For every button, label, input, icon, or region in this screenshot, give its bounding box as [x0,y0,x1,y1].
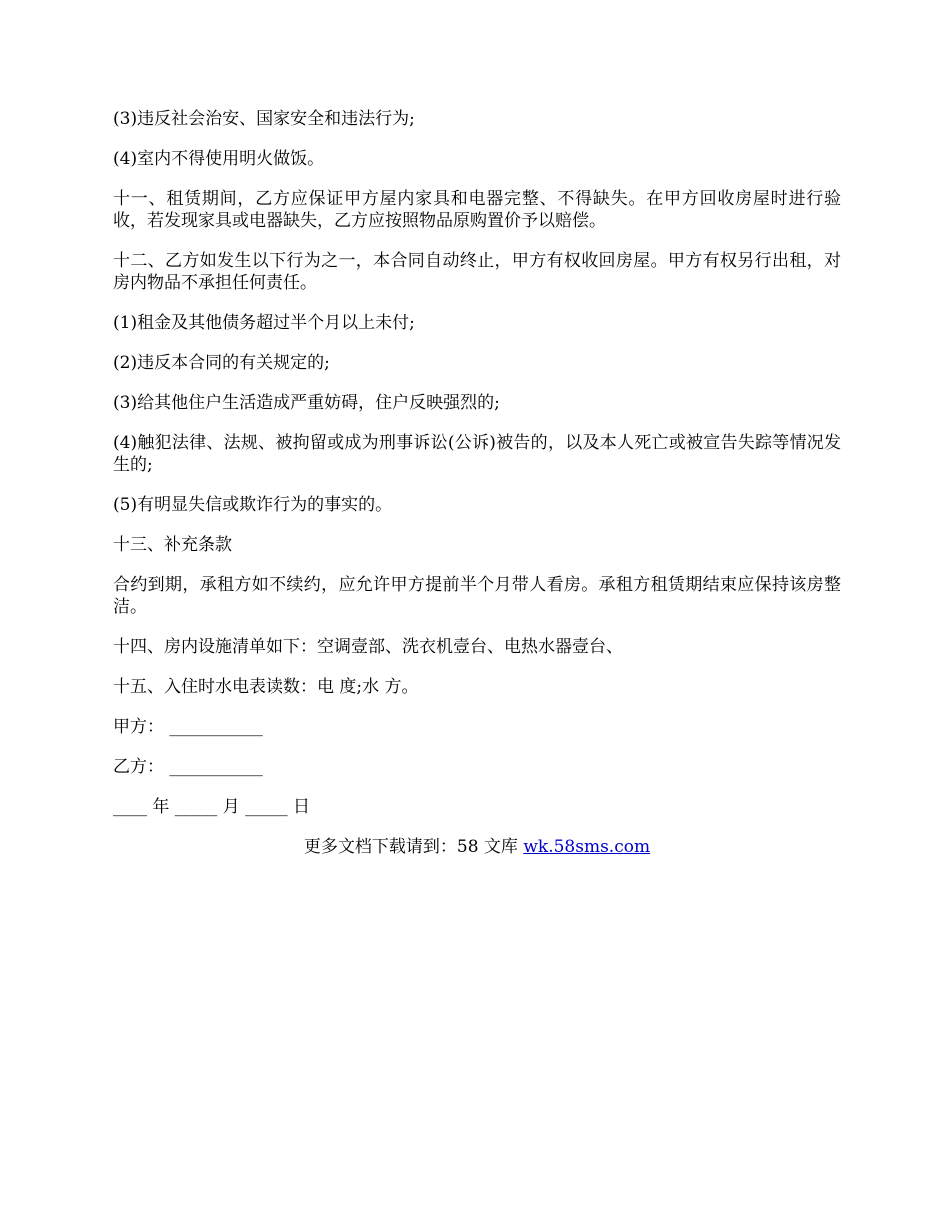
clause-item-4-no-open-fire: (4)室内不得使用明火做饭。 [113,149,325,169]
termination-item-4: (4)触犯法律、法规、被拘留或成为刑事诉讼(公诉)被告的，以及本人死亡或被宣告失踪等情况发生的; [113,433,841,475]
termination-item-1: (1)租金及其他债务超过半个月以上未付; [113,313,415,333]
document-body [113,108,841,858]
party-a-signature-line: 甲方： ___________ [113,717,263,737]
clause-15-meter-readings: 十五、入住时水电表读数：电 度;水 方。 [113,677,419,697]
footer-text: 更多文档下载请到：58 文库 [303,837,524,857]
clause-13-body: 合约到期，承租方如不续约，应允许甲方提前半个月带人看房。承租方租赁期结束应保持该房整洁。 [113,575,841,617]
clause-item-3-public-order: (3)违反社会治安、国家安全和违法行为; [113,109,415,129]
download-footer [113,836,841,858]
party-b-signature-line: 乙方： ___________ [113,757,263,777]
date-line: ____ 年 _____ 月 _____ 日 [113,797,311,817]
termination-item-2: (2)违反本合同的有关规定的; [113,353,330,373]
clause-13-heading: 十三、补充条款 [113,535,232,555]
termination-item-3: (3)给其他住户生活造成严重妨碍，住户反映强烈的; [113,393,500,413]
clause-11-furniture: 十一、租赁期间，乙方应保证甲方屋内家具和电器完整、不得缺失。在甲方回收房屋时进行验收，若发现家具或电器缺失，乙方应按照物品原购置价予以赔偿。 [113,189,841,231]
footer-link[interactable]: wk.58sms.com [523,837,651,857]
termination-item-5: (5)有明显失信或欺诈行为的事实的。 [113,495,393,515]
clause-12-termination: 十二、乙方如发生以下行为之一，本合同自动终止，甲方有权收回房屋。甲方有权另行出租，对房内物品不承担任何责任。 [113,251,841,293]
clause-14-facilities: 十四、房内设施清单如下：空调壹部、洗衣机壹台、电热水器壹台、 [113,637,623,657]
